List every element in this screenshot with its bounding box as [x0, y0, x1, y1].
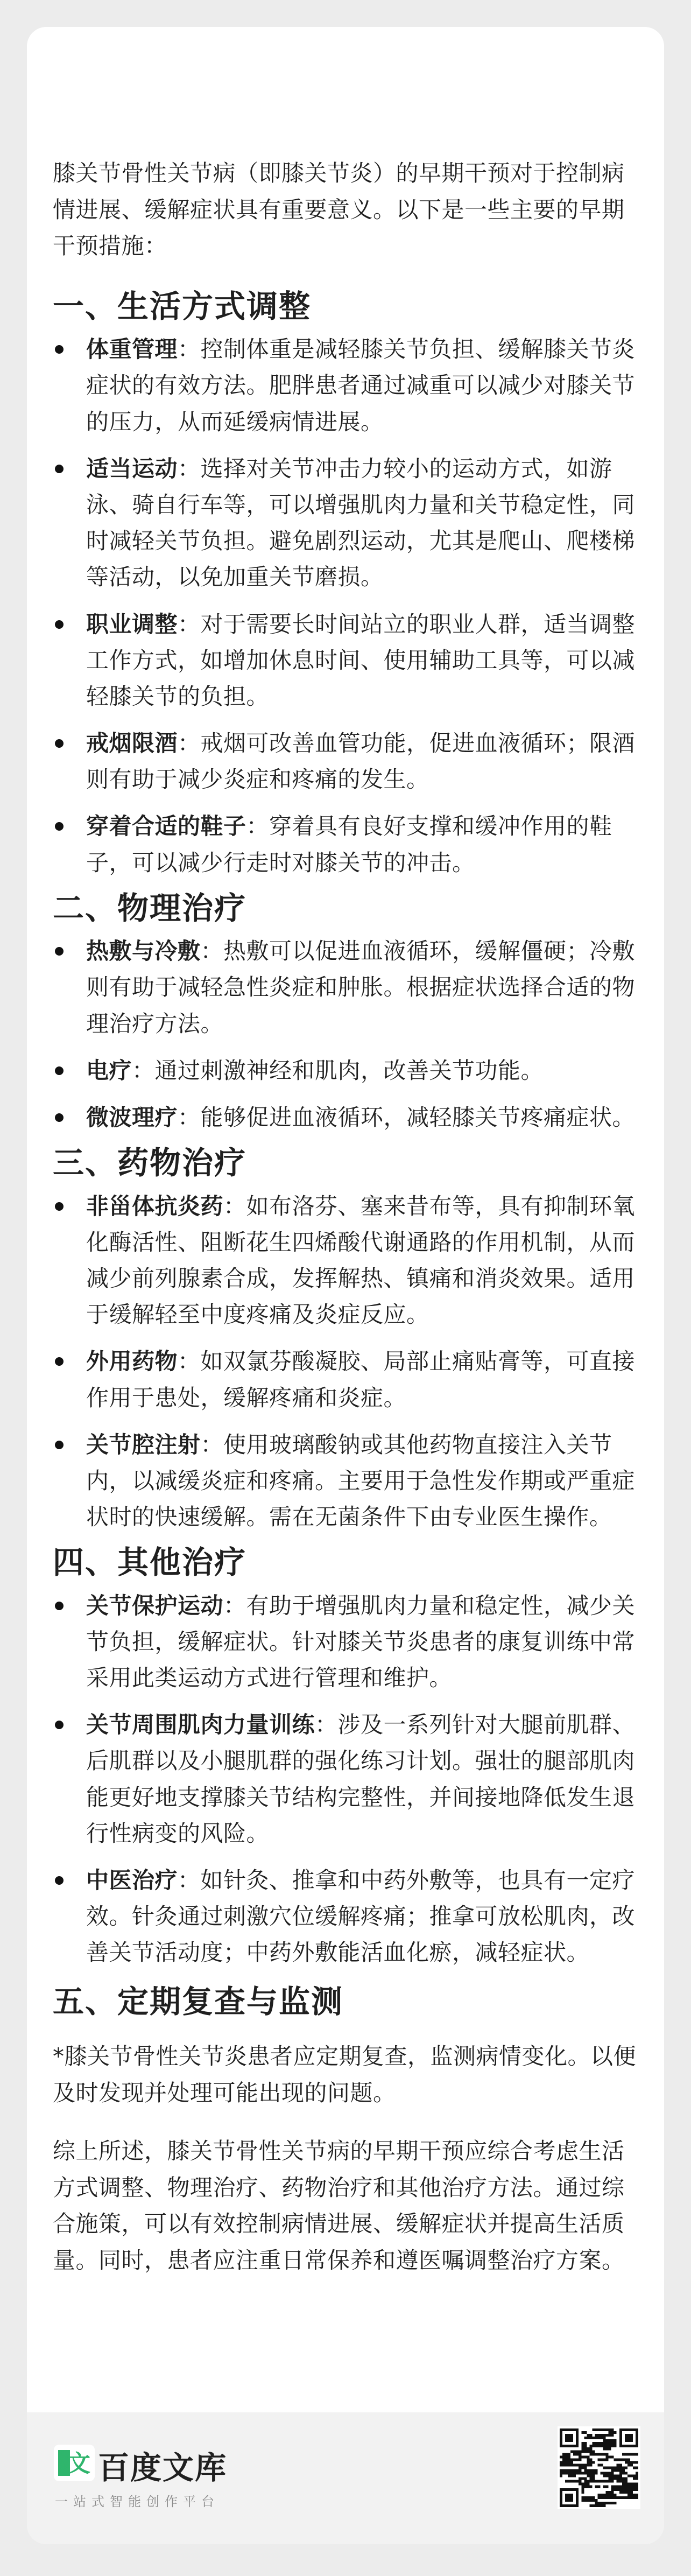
item-text: ：控制体重是减轻膝关节负担、缓解膝关节炎症状的有效方法。肥胖患者通过减重可以减少对膝关节的压力，从而延缓病情进展。	[86, 336, 636, 435]
bullet-icon	[55, 822, 64, 831]
bullet-icon	[55, 1721, 64, 1729]
section-heading-4: 四、其他治疗	[53, 1544, 247, 1581]
brand-slogan: 一站式智能创作平台	[55, 2494, 220, 2509]
list-item	[53, 606, 637, 715]
bullet-icon	[55, 1602, 64, 1610]
item-lead: 外用药物	[86, 1348, 178, 1375]
bullet-list	[53, 1188, 637, 1535]
list-item	[53, 1052, 637, 1089]
item-text: ：戒烟可改善血管功能，促进血液循环；限酒则有助于减少炎症和疼痛的发生。	[86, 730, 636, 793]
item-lead: 关节保护运动	[86, 1592, 224, 1619]
sections-container	[53, 286, 637, 1971]
item-text: ：能够促进血液循环，减轻膝关节疼痛症状。	[178, 1104, 636, 1131]
bullet-icon	[55, 1441, 64, 1449]
item-text: ：如双氯芬酸凝胶、局部止痛贴膏等，可直接作用于患处，缓解疼痛和炎症。	[86, 1348, 636, 1411]
bullet-icon	[55, 1876, 64, 1885]
conclusion-paragraph: 综上所述，膝关节骨性关节病的早期干预应综合考虑生活方式调整、物理治疗、药物治疗和其他治疗方法。通过综合施策，可以有效控制病情进展、缓解症状并提高生活质量。同时，患者应注重日常保养和遵医嘱调整治疗方案。	[53, 2138, 625, 2273]
item-lead: 关节腔注射	[86, 1431, 201, 1458]
item-lead: 适当运动	[86, 455, 178, 482]
bullet-icon	[55, 1066, 64, 1075]
qr-code-icon[interactable]	[558, 2426, 640, 2509]
item-text: ：通过刺激神经和肌肉，改善关节功能。	[132, 1057, 544, 1084]
document-card	[27, 27, 664, 2544]
list-item	[53, 725, 637, 797]
bullet-list	[53, 1588, 637, 1971]
bullet-icon	[55, 620, 64, 629]
item-text: ：有助于增强肌肉力量和稳定性，减少关节负担，缓解症状。针对膝关节炎患者的康复训练中常采用此类运动方式进行管理和维护。	[86, 1592, 636, 1691]
item-text: ：使用玻璃酸钠或其他药物直接注入关节内，以减缓炎症和疼痛。主要用于急性发作期或严重症状时的快速缓解。需在无菌条件下由专业医生操作。	[86, 1431, 636, 1531]
list-item	[53, 1862, 637, 1971]
item-text: ：穿着具有良好支撑和缓冲作用的鞋子，可以减少行走时对膝关节的冲击。	[86, 813, 612, 876]
item-lead: 体重管理	[86, 336, 178, 363]
section-heading-1: 一、生活方式调整	[53, 287, 312, 325]
item-text: ：选择对关节冲击力较小的运动方式，如游泳、骑自行车等，可以增强肌肉力量和关节稳定性，同时减轻关节负担。避免剧烈运动，尤其是爬山、爬楼梯等活动，以免加重关节磨损。	[86, 455, 636, 591]
list-item	[53, 808, 637, 880]
list-item	[53, 1099, 637, 1135]
bullet-icon	[55, 947, 64, 956]
section-heading-2: 二、物理治疗	[53, 889, 247, 926]
bullet-list	[53, 331, 637, 881]
list-item	[53, 1707, 637, 1851]
footer-bar	[27, 2412, 664, 2544]
item-lead: 中医治疗	[86, 1866, 178, 1893]
item-lead: 职业调整	[86, 610, 178, 637]
item-text: ：如针灸、推拿和中药外敷等，也具有一定疗效。针灸通过刺激穴位缓解疼痛；推拿可放松肌肉，改善关节活动度；中药外敷能活血化瘀，减轻症状。	[86, 1866, 636, 1966]
item-lead: 戒烟限酒	[86, 730, 178, 757]
section-heading-3: 三、药物治疗	[53, 1145, 247, 1182]
bullet-icon	[55, 1202, 64, 1211]
bullet-icon	[55, 345, 64, 354]
list-item	[53, 1588, 637, 1696]
item-text: ：如布洛芬、塞来昔布等，具有抑制环氧化酶活性、阻断花生四烯酸代谢通路的作用机制，从而减少前列腺素合成，发挥解热、镇痛和消炎效果。适用于缓解轻至中度疼痛及炎症反应。	[86, 1192, 636, 1328]
list-item	[53, 451, 637, 595]
bullet-icon	[55, 465, 64, 473]
intro-paragraph: 膝关节骨性关节病（即膝关节炎）的早期干预对于控制病情进展、缓解症状具有重要意义。以下是一些主要的早期干预措施：	[53, 160, 625, 259]
section-5-paragraph: *膝关节骨性关节炎患者应定期复查，监测病情变化。以便及时发现并处理可能出现的问题。	[53, 2042, 637, 2106]
item-lead: 关节周围肌肉力量训练	[86, 1711, 315, 1738]
item-text: ：涉及一系列针对大腿前肌群、后肌群以及小腿肌群的强化练习计划。强壮的腿部肌肉能更好地支撑膝关节结构完整性，并间接地降低发生退行性病变的风险。	[86, 1711, 636, 1847]
item-lead: 穿着合适的鞋子	[86, 813, 246, 840]
bullet-icon	[55, 1113, 64, 1122]
bullet-icon	[55, 739, 64, 748]
list-item	[53, 1343, 637, 1415]
item-text: ：对于需要长时间站立的职业人群，适当调整工作方式，如增加休息时间、使用辅助工具等，可以减轻膝关节的负担。	[86, 610, 636, 710]
item-lead: 微波理疗	[86, 1104, 178, 1131]
logo-char: 文	[67, 2450, 90, 2477]
item-text: ：热敷可以促进血液循环，缓解僵硬；冷敷则有助于减轻急性炎症和肿胀。根据症状选择合适的物理治疗方法。	[86, 938, 636, 1037]
item-lead: 电疗	[86, 1057, 132, 1084]
item-lead: 非甾体抗炎药	[86, 1192, 224, 1219]
item-lead: 热敷与冷敷	[86, 938, 201, 965]
list-item	[53, 1427, 637, 1535]
baidu-wenku-logo-icon[interactable]	[54, 2445, 95, 2481]
list-item	[53, 933, 637, 1042]
bullet-list	[53, 933, 637, 1135]
brand-name[interactable]: 百度文库	[98, 2449, 228, 2486]
section-heading-5: 五、定期复查与监测	[53, 1983, 344, 2020]
list-item	[53, 331, 637, 440]
list-item	[53, 1188, 637, 1333]
document-body	[27, 27, 664, 2279]
bullet-icon	[55, 1357, 64, 1366]
